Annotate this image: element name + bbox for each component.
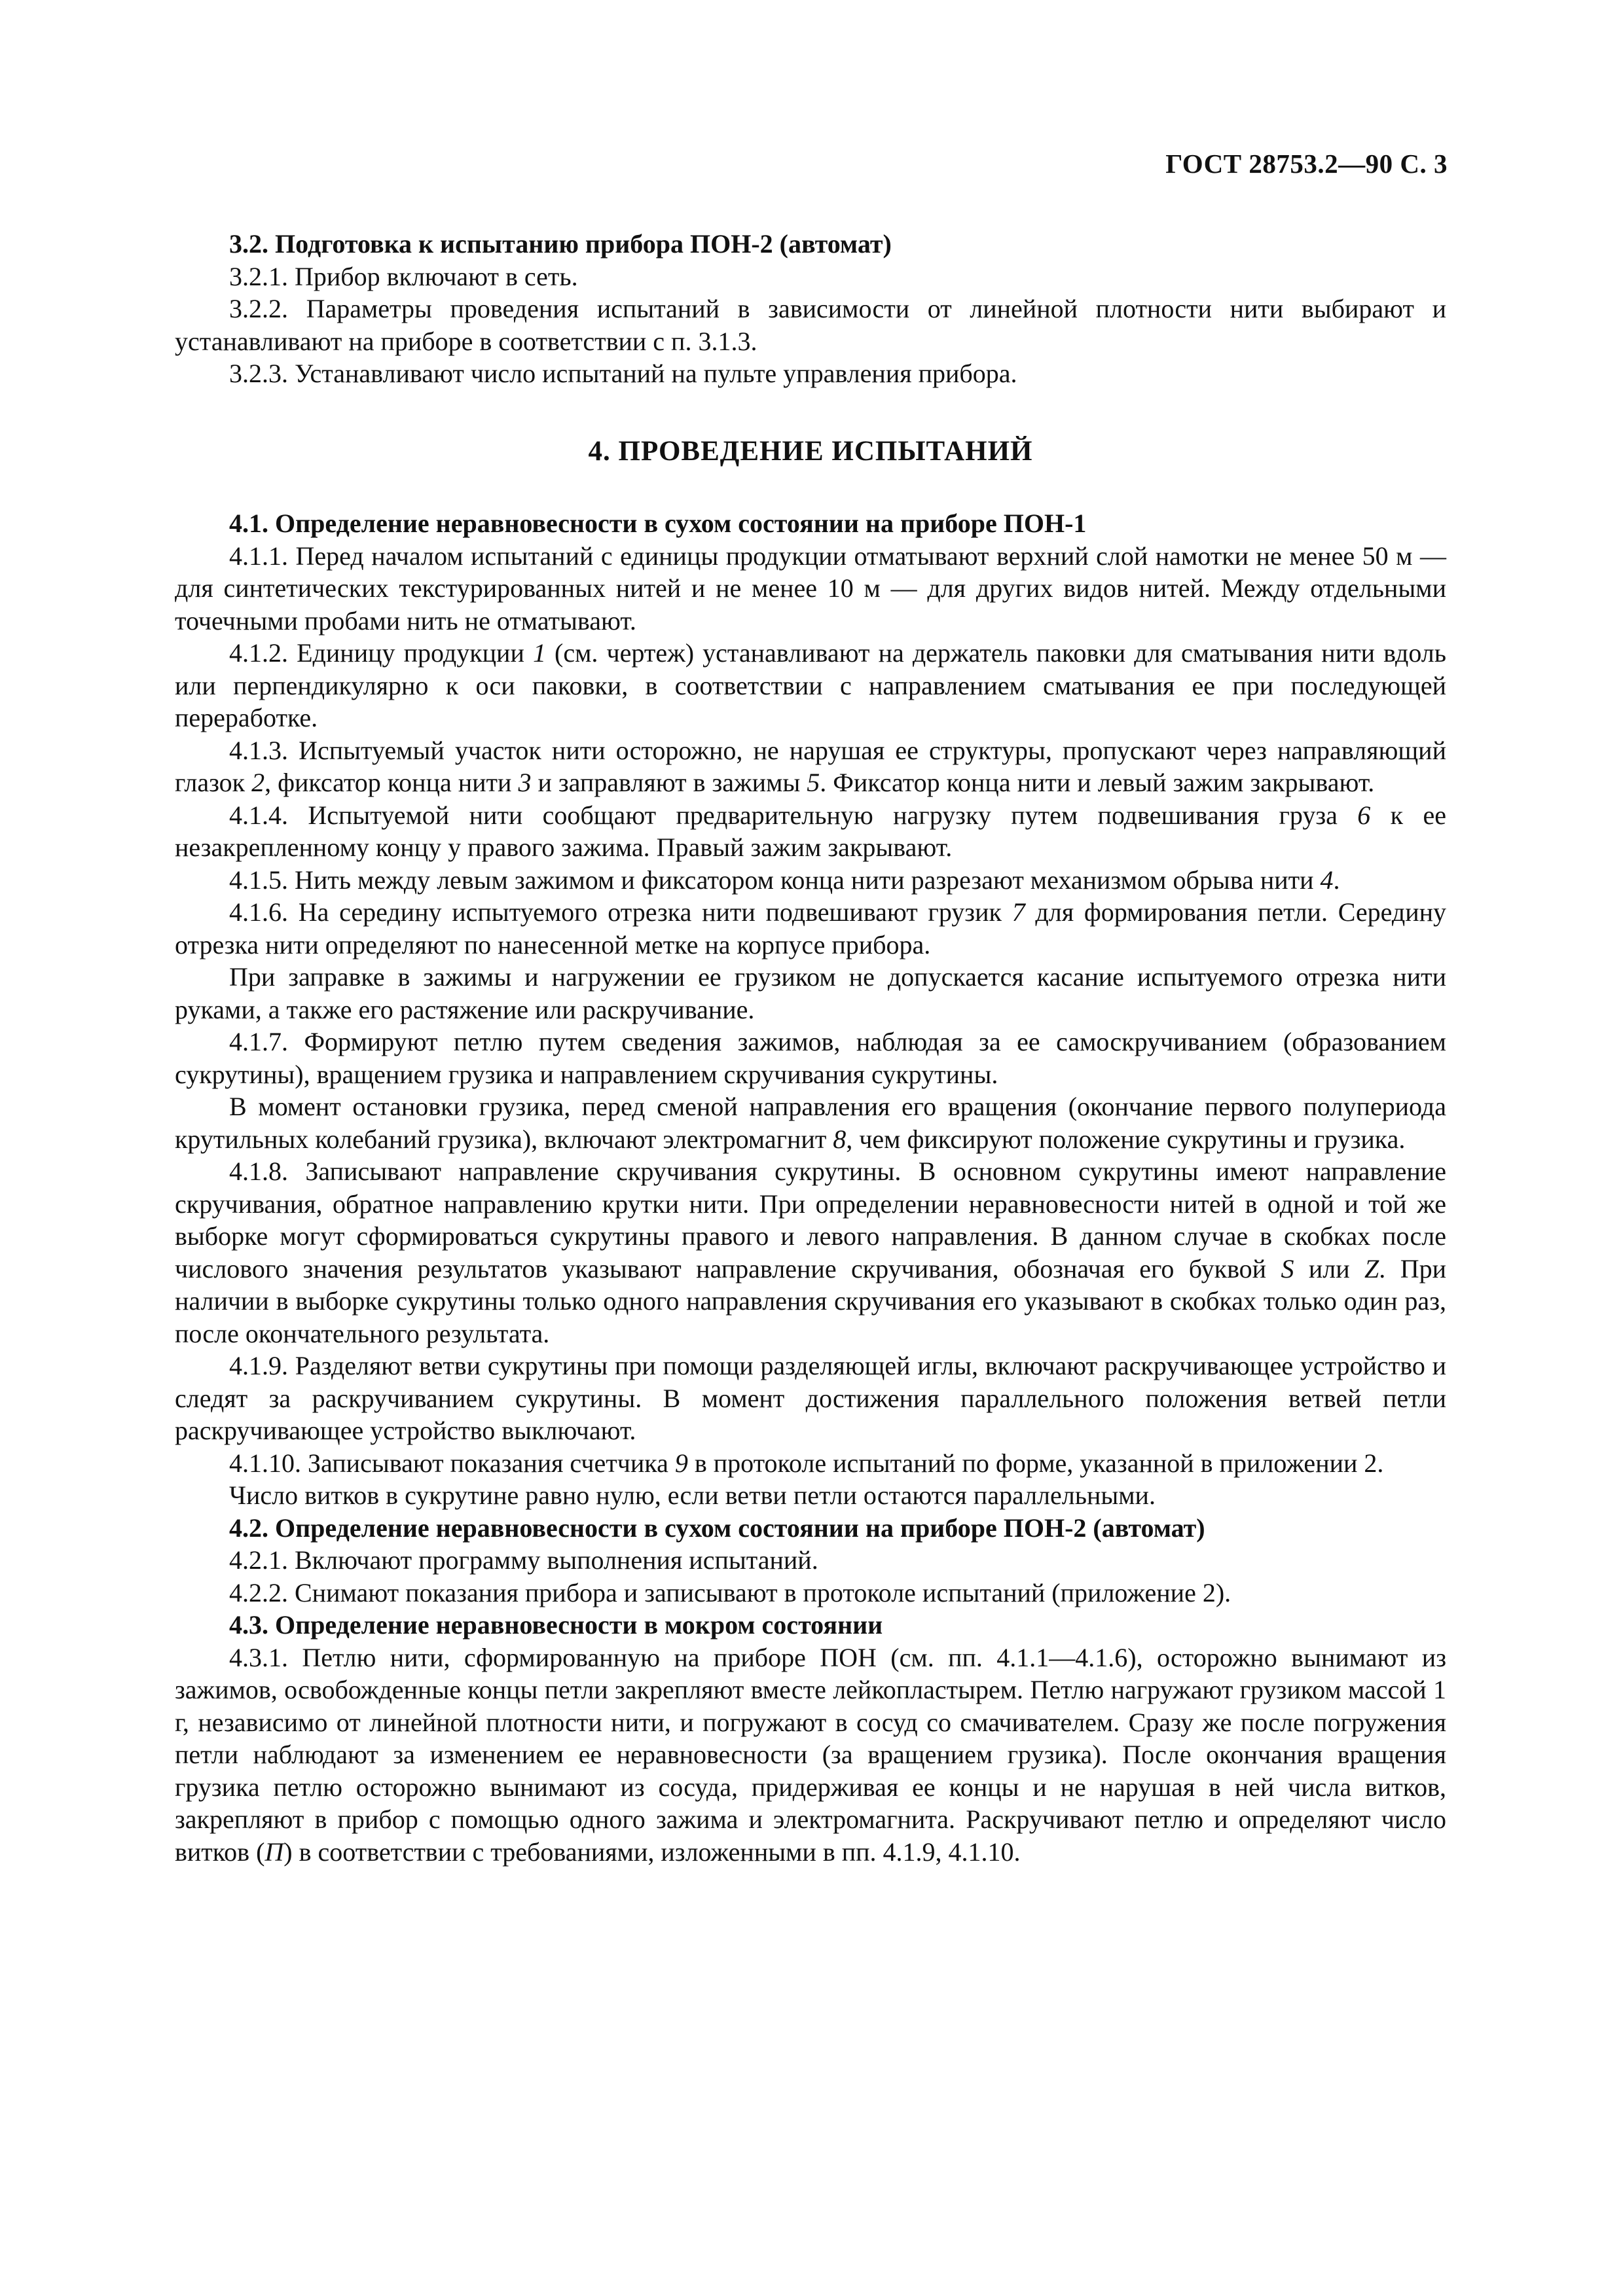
paragraph: 3.2.1. Прибор включают в сеть. bbox=[229, 261, 578, 291]
figure-ref: 4 bbox=[1320, 865, 1334, 895]
paragraph: 4.2.1. Включают программу выполнения испытаний. bbox=[229, 1545, 818, 1575]
paragraph: 4.3.1. Петлю нити, сформированную на приборе ПОН (см. пп. 4.1.1—4.1.6), осторожно вынимают из зажимов, освобожденные концы петли закрепляют вместе лейкопластырем. Петлю нагружают грузиком массой 1 г, независимо от линейной плотности нити, и погружают в сосуд со смачивателем. Сразу же после погружения петли наблюдают за изменением ее неравновесности (за вращением грузика). После окончания вращения грузика петлю осторожно вынимают из сосуда, придерживая ее концы и не нарушая в ней числа витков, закрепляют в прибор с помощью одного зажима и электромагнита. Раскручивают петлю и определяют число витков (П) в соответствии с требованиями, изложенными в пп. 4.1.9, 4.1.10. bbox=[175, 1642, 1446, 1867]
section-heading: 3.2. Подготовка к испытанию прибора ПОН-2 (автомат) bbox=[229, 229, 892, 259]
paragraph: 4.1.4. Испытуемой нити сообщают предварительную нагрузку путем подвешивания груза 6 к ее незакрепленному концу у правого зажима. Правый зажим закрывают. bbox=[175, 800, 1446, 862]
direction-symbol: S bbox=[1281, 1253, 1294, 1283]
section-3-2 bbox=[175, 228, 1446, 390]
paragraph: 4.1.2. Единицу продукции 1 (см. чертеж) устанавливают на держатель паковки для сматывания нити вдоль или перпендикулярно к оси паковки, в соответствии с направлением сматывания ее при последующей переработке. bbox=[175, 638, 1446, 732]
figure-ref: 8 bbox=[833, 1124, 847, 1154]
paragraph: 4.1.6. На середину испытуемого отрезка нити подвешивают грузик 7 для формирования петли. Середину отрезка нити определяют по нанесенной метке на корпусе прибора. bbox=[175, 897, 1447, 960]
section-title: 4. ПРОВЕДЕНИЕ ИСПЫТАНИЙ bbox=[588, 436, 1033, 467]
section-heading: 4.3. Определение неравновесности в мокром состоянии bbox=[229, 1610, 883, 1640]
figure-ref: 3 bbox=[518, 768, 532, 797]
figure-ref: 7 bbox=[1012, 897, 1025, 927]
figure-ref: 1 bbox=[532, 638, 546, 668]
paragraph: 4.1.7. Формируют петлю путем сведения зажимов, наблюдая за ее самоскручиванием (образованием сукрутины), вращением грузика и направлением скручивания сукрутины. bbox=[175, 1027, 1446, 1089]
page-header: ГОСТ 28753.2—90 С. 3 bbox=[1165, 149, 1448, 179]
paragraph: 4.1.5. Нить между левым зажимом и фиксатором конца нити разрезают механизмом обрыва нити 4. bbox=[229, 865, 1340, 895]
paragraph: 4.2.2. Снимают показания прибора и записывают в протоколе испытаний (приложение 2). bbox=[229, 1577, 1231, 1607]
paragraph: 4.1.10. Записывают показания счетчика 9 в протоколе испытаний по форме, указанной в приложении 2. bbox=[229, 1448, 1384, 1478]
symbol-pi: П bbox=[264, 1837, 284, 1867]
paragraph: 3.2.2. Параметры проведения испытаний в зависимости от линейной плотности нити выбирают и устанавливают на приборе в соответствии с п. 3.1.3. bbox=[175, 294, 1446, 356]
section-heading: 4.1. Определение неравновесности в сухом состоянии на приборе ПОН-1 bbox=[229, 509, 1087, 538]
paragraph: 4.1.9. Разделяют ветви сукрутины при помощи разделяющей иглы, включают раскручивающее устройство и следят за раскручиванием сукрутины. В момент достижения параллельного положения ветвей петли раскручивающее устройство выключают. bbox=[175, 1351, 1446, 1445]
direction-symbol: Z bbox=[1364, 1253, 1379, 1283]
paragraph: 4.1.3. Испытуемый участок нити осторожно, не нарушая ее структуры, пропускают через направляющий глазок 2, фиксатор конца нити 3 и заправляют в зажимы 5. Фиксатор конца нити и левый зажим закрывают. bbox=[175, 735, 1446, 797]
paragraph: 4.1.1. Перед началом испытаний с единицы продукции отматывают верхний слой намотки не менее 50 м — для синтетических текстурированных нитей и не менее 10 м — для других видов нитей. Между отдельными точечными пробами нить не отматывают. bbox=[175, 541, 1446, 636]
figure-ref: 5 bbox=[807, 768, 820, 797]
paragraph: 4.1.8. Записывают направление скручивания сукрутины. В основном сукрутины имеют направление скручивания, обратное направлению крутки нити. При определении неравновесности нитей в одной и той же выборке могут сформироваться сукрутины правого и левого направления. В данном случае в скобках после числового значения результатов указывают направление скручивания, обозначая его буквой S или Z. При наличии в выборке сукрутины только одного направления скручивания его указывают в скобках только один раз, после окончательного результата. bbox=[175, 1157, 1446, 1348]
paragraph: При заправке в зажимы и нагружении ее грузиком не допускается касание испытуемого отрезка нити руками, а также его растяжение или раскручивание. bbox=[175, 962, 1446, 1024]
paragraph: 3.2.3. Устанавливают число испытаний на пульте управления прибора. bbox=[229, 359, 1017, 388]
figure-ref: 2 bbox=[251, 768, 265, 797]
paragraph: Число витков в сукрутине равно нулю, если ветви петли остаются параллельными. bbox=[229, 1480, 1156, 1510]
section-4-body bbox=[175, 507, 1446, 1868]
section-heading: 4.2. Определение неравновесности в сухом состоянии на приборе ПОН-2 (автомат) bbox=[229, 1513, 1205, 1543]
figure-ref: 6 bbox=[1357, 800, 1371, 830]
figure-ref: 9 bbox=[674, 1448, 688, 1478]
paragraph: В момент остановки грузика, перед сменой направления его вращения (окончание первого полупериода крутильных колебаний грузика), включают электромагнит 8, чем фиксируют положение сукрутины и грузика. bbox=[175, 1092, 1446, 1154]
